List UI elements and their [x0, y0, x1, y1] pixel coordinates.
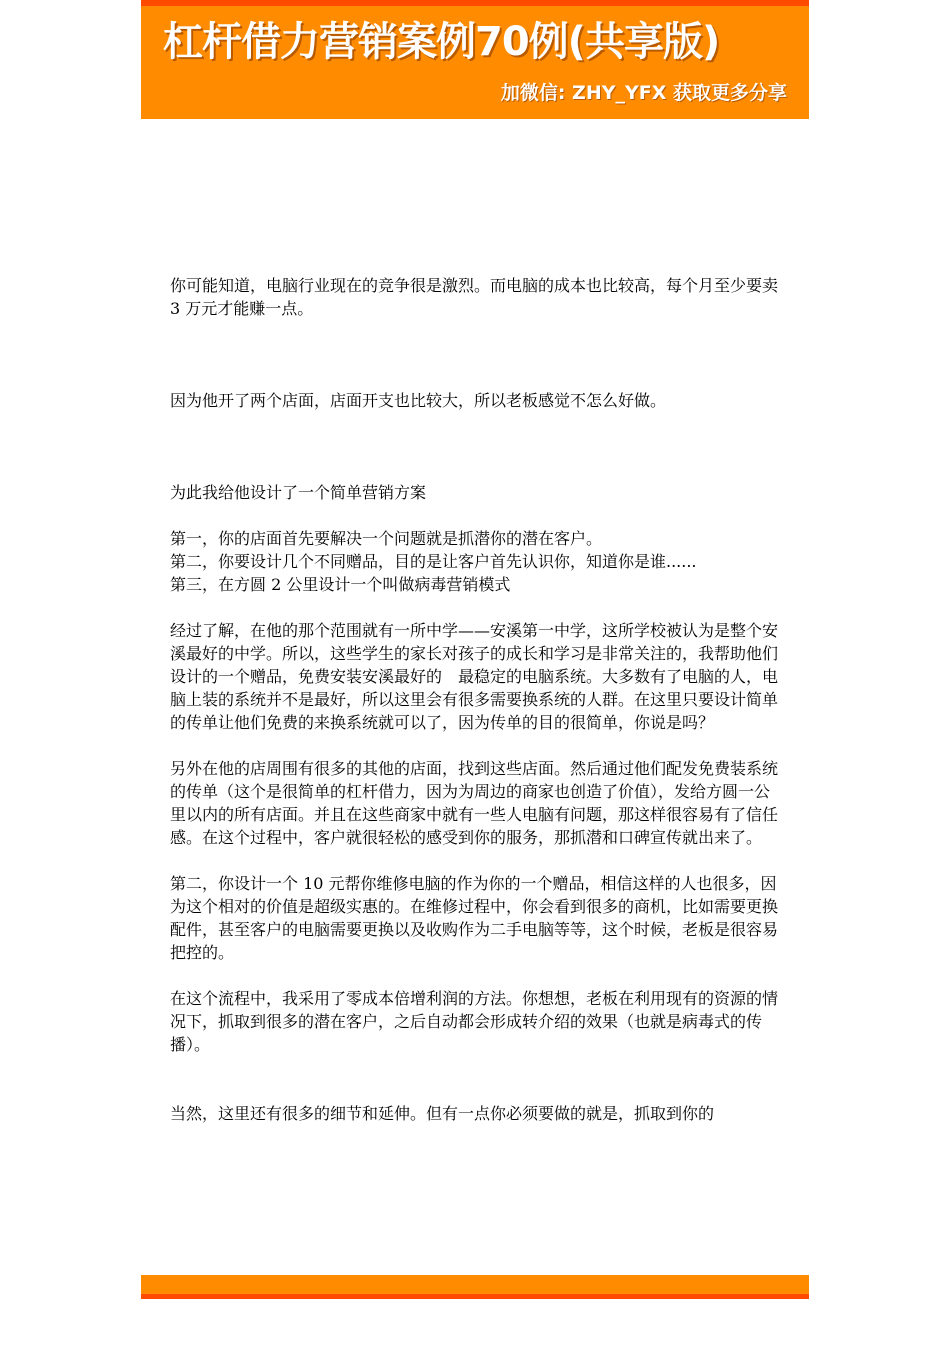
paragraph-nearby-stores: 另外在他的店周围有很多的其他的店面，找到这些店面。然后通过他们配发免费装系统的传单（这个是很简单的杠杆借力，因为为周边的商家也创造了价值），发给方圆一公里以内的所有店面。并且在这些商家中就有一些人电脑有问题，那这样很容易有了信任感。在这个过程中，客户就很轻松的感受到你的服务，那抓潜和口碑宣传就出来了。: [170, 759, 779, 847]
spacer: [170, 320, 785, 389]
list-item-third: 第三，在方圆 2 公里设计一个叫做病毒营销模式: [170, 575, 511, 594]
list-item-first: 第一，你的店面首先要解决一个问题就是抓潜你的潜在客户。: [170, 529, 603, 548]
paragraph-school: 经过了解，在他的那个范围就有一所中学——安溪第一中学，这所学校被认为是整个安溪最好的中学。所以，这些学生的家长对孩子的成长和学习是非常关注的，我帮助他们设计的一个赠品，免费安装安溪最好的 最稳定的电脑系统。大多数有了电脑的人，电脑上装的系统并不是最好，所以这里会有很多需要换系统的人群。在这里只要设计简单的传单让他们免费的来换系统就可以了，因为传单的目的很简单，你说是吗？: [170, 621, 779, 732]
spacer: [170, 504, 785, 527]
footer-bar: [141, 1275, 809, 1299]
list-item-second: 第二，你要设计几个不同赠品，目的是让客户首先认识你，知道你是谁......: [170, 552, 697, 571]
banner-title: 杠杆借力营销案例70例(共享版): [163, 19, 720, 65]
document-body: [170, 274, 785, 1125]
paragraph-conclusion: 当然，这里还有很多的细节和延伸。但有一点你必须要做的就是，抓取到你的: [170, 1104, 715, 1123]
spacer: [170, 1056, 785, 1102]
banner-subtitle: 加微信: ZHY_YFX 获取更多分享: [500, 82, 787, 104]
spacer: [170, 596, 785, 619]
spacer: [170, 964, 785, 987]
paragraph-intro: 你可能知道，电脑行业现在的竞争很是激烈。而电脑的成本也比较高，每个月至少要卖 3 万元才能赚一点。: [170, 276, 779, 318]
spacer: [170, 849, 785, 872]
header-banner: [141, 0, 809, 119]
paragraph-store-cost: 因为他开了两个店面，店面开支也比较大，所以老板感觉不怎么好做。: [170, 391, 667, 410]
paragraph-repair-gift: 第二，你设计一个 10 元帮你维修电脑的作为你的一个赠品，相信这样的人也很多，因为这个相对的价值是超级实惠的。在维修过程中，你会看到很多的商机，比如需要更换配件，甚至客户的电脑需要更换以及收购作为二手电脑等等，这个时候，老板是很容易把控的。: [170, 874, 779, 962]
spacer: [170, 412, 785, 481]
spacer: [170, 734, 785, 757]
paragraph-plan-intro: 为此我给他设计了一个简单营销方案: [170, 483, 427, 502]
paragraph-zero-cost: 在这个流程中，我采用了零成本倍增利润的方法。你想想，老板在利用现有的资源的情况下，抓取到很多的潜在客户，之后自动都会形成转介绍的效果（也就是病毒式的传播）。: [170, 989, 779, 1054]
